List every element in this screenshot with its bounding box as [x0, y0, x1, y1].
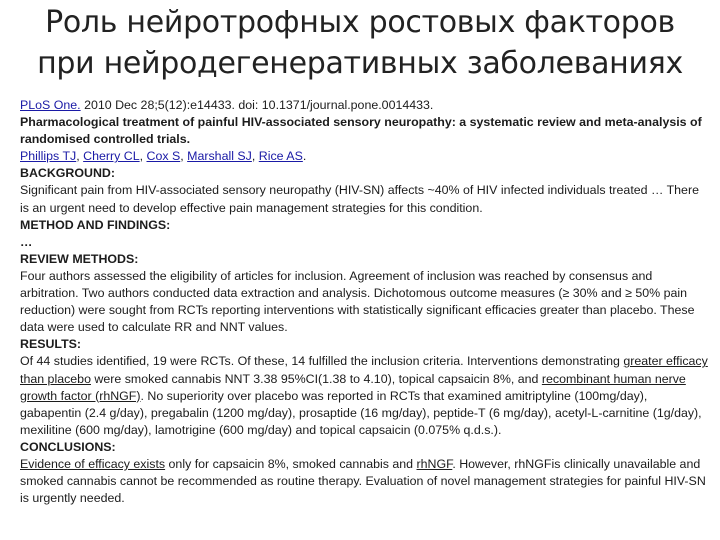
abstract-body [20, 97, 710, 507]
author-link-4[interactable]: Marshall SJ [187, 149, 252, 164]
slide-title-line-2: при нейродегенеративных заболеваниях [37, 46, 683, 81]
conclusions-underline-rhngf: rhNGF [416, 456, 453, 471]
conclusions-text [20, 456, 710, 507]
journal-link[interactable]: PLoS One. [20, 98, 81, 112]
author-separator: , [76, 149, 84, 164]
author-link-2[interactable]: Cherry CL [83, 149, 140, 164]
methods-findings-text: … [20, 234, 33, 249]
slide-title-line-1: Роль нейротрофных ростовых факторов [45, 5, 675, 40]
results-underline-efficacy: greater efficacy than placebo [20, 354, 708, 386]
author-link-1[interactable]: Phillips TJ [20, 149, 77, 164]
background-heading: BACKGROUND: [20, 166, 115, 181]
conclusions-part-1: only for capsaicin 8%, smoked cannabis and [165, 456, 417, 471]
review-methods-heading: REVIEW METHODS: [20, 251, 139, 266]
results-part-3: . No superiority over placebo was reported in RCTs that examined amitriptyline (100mg/day), gabapentin (2.4 g/day), pregabalin (1200 mg/day), prosaptide (16 mg/day), peptide-T (6 mg/day), acetyl-L-carnitine (1g/day), mexilitine (600 mg/day), lamotrigine (600 mg/day) and topical capsaicin (0.075% q.d.s.). [20, 388, 702, 437]
author-separator: , [251, 149, 259, 164]
review-methods-text: Four authors assessed the eligibility of articles for inclusion. Agreement of inclusion was reached by consensus and arbitration. Two authors conducted data extraction and analysis. Dichotomous outcome measures (≥ 30% and ≥ 50% pain reduction) were sought from RCTs reporting interventions with statistically significant efficacies greater than placebo. These data were used to calculate RR and NNT values. [20, 268, 695, 335]
conclusions-heading: CONCLUSIONS: [20, 439, 116, 454]
results-underline-rhngf: recombinant human nerve growth factor (rhNGF) [20, 371, 686, 403]
results-part-2: were smoked cannabis NNT 3.38 95%CI(1.38 to 4.10), topical capsaicin 8%, and [90, 371, 542, 386]
author-separator: , [180, 149, 188, 164]
author-separator: , [139, 149, 147, 164]
author-end: . [302, 149, 307, 164]
conclusions-part-2: . However, rhNGFis clinically unavailable and smoked cannabis cannot be recommended as routine therapy. Evaluation of novel management strategies for painful HIV-SN is urgently needed. [20, 456, 706, 506]
conclusions-underline-evidence: Evidence of efficacy exists [20, 456, 166, 471]
author-link-3[interactable]: Cox S [146, 149, 181, 164]
citation [20, 97, 710, 114]
results-heading: RESULTS: [20, 337, 82, 352]
results-part-1: Of 44 studies identified, 19 were RCTs. Of these, 14 fulfilled the inclusion criteria. Interventions demonstrating [20, 354, 624, 369]
background-text: Significant pain from HIV-associated sensory neuropathy (HIV-SN) affects ~40% of HIV infected individuals treated … There is an urgent need to develop effective pain management strategies for this condition. [20, 183, 699, 215]
author-list [20, 148, 710, 165]
citation-details: 2010 Dec 28;5(12):e14433. doi: 10.1371/journal.pone.0014433. [80, 98, 434, 112]
methods-findings-heading: METHOD AND FINDINGS: [20, 217, 171, 232]
author-link-5[interactable]: Rice AS [258, 149, 303, 164]
results-text [20, 353, 710, 438]
article-title: Pharmacological treatment of painful HIV-associated sensory neuropathy: a systematic review and meta-analysis of randomised controlled trials. [20, 115, 702, 147]
slide-title [0, 2, 720, 84]
